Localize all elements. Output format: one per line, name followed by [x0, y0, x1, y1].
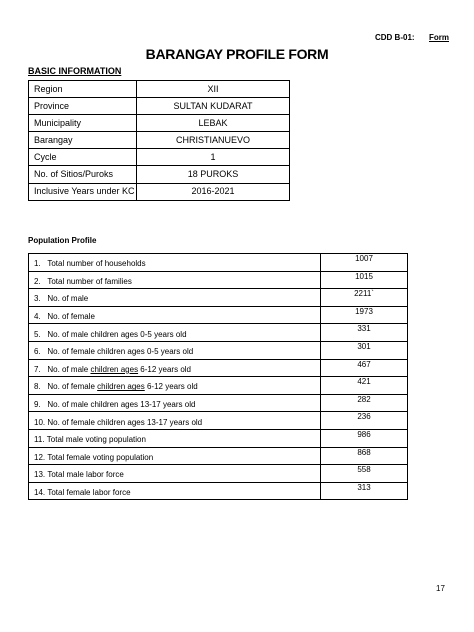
table-row: [29, 149, 290, 166]
row-value: LEBAK: [137, 115, 290, 132]
row-number: 13.: [34, 470, 46, 480]
row-value: 421: [321, 377, 408, 395]
row-label: [29, 377, 321, 395]
row-text: No. of female children ages 0-5 years old: [47, 347, 194, 357]
row-number: 6.: [34, 347, 41, 357]
table-row: [29, 183, 290, 200]
row-label: Region: [29, 81, 137, 98]
row-value: 1007: [321, 254, 408, 272]
table-row: [29, 447, 408, 465]
row-text: No. of female children ages 13-17 years old: [47, 417, 203, 427]
row-label: [29, 465, 321, 483]
row-value: 2016-2021: [137, 183, 290, 200]
table-row: [29, 271, 408, 289]
form-label: Form: [429, 33, 449, 42]
row-label: [29, 429, 321, 447]
table-row: [29, 306, 408, 324]
row-label: [29, 359, 321, 377]
row-value: 18 PUROKS: [137, 166, 290, 183]
table-row: [29, 98, 290, 115]
row-text-pre: No. of female: [47, 382, 98, 392]
row-number: 7.: [34, 364, 41, 374]
table-row: [29, 341, 408, 359]
table-row: [29, 429, 408, 447]
row-number: 9.: [34, 400, 41, 410]
row-number: 2.: [34, 276, 41, 286]
row-value: CHRISTIANUEVO: [137, 132, 290, 149]
row-value: 1973: [321, 306, 408, 324]
row-value: 1: [137, 149, 290, 166]
table-row: [29, 465, 408, 483]
table-row: [29, 324, 408, 342]
row-text: Total number of families: [47, 276, 132, 286]
row-value: 313: [321, 482, 408, 500]
row-number: 4.: [34, 312, 41, 322]
row-value: 282: [321, 394, 408, 412]
page-title: BARANGAY PROFILE FORM: [145, 46, 329, 62]
table-row: [29, 254, 408, 272]
row-number: 8.: [34, 382, 41, 392]
table-row: [29, 359, 408, 377]
row-value: 986: [321, 429, 408, 447]
row-label: [29, 324, 321, 342]
row-value: 868: [321, 447, 408, 465]
row-number: 1.: [34, 259, 41, 269]
row-number: 3.: [34, 294, 41, 304]
row-text: Total number of households: [47, 259, 146, 269]
row-label: Province: [29, 98, 137, 115]
row-label: [29, 412, 321, 430]
row-text-post: 6-12 years old: [138, 364, 191, 374]
table-row: [29, 482, 408, 500]
row-number: 10.: [34, 417, 46, 427]
row-value: 1015: [321, 271, 408, 289]
row-value: 558: [321, 465, 408, 483]
table-row: [29, 132, 290, 149]
population-profile-table: [28, 253, 408, 500]
row-text: Total female voting population: [47, 452, 154, 462]
basic-information-heading: BASIC INFORMATION: [28, 66, 122, 76]
table-row: [29, 115, 290, 132]
row-value: XII: [137, 81, 290, 98]
row-text-underlined: children ages: [90, 364, 139, 374]
row-value: 467: [321, 359, 408, 377]
row-text: Total female labor force: [47, 488, 131, 498]
row-text: No. of male children ages 0-5 years old: [47, 329, 187, 339]
row-text: No. of female: [47, 312, 95, 322]
row-text: No. of male children ages 13-17 years old: [47, 400, 196, 410]
table-row: [29, 377, 408, 395]
row-text-pre: No. of male: [47, 364, 91, 374]
table-row: [29, 412, 408, 430]
basic-information-table: [28, 80, 290, 201]
row-label: [29, 394, 321, 412]
row-text-post: 6-12 years old: [144, 382, 198, 392]
form-code: CDD B-01:: [375, 33, 415, 42]
table-row: [29, 289, 408, 307]
page-number: 17: [436, 584, 445, 593]
row-text-underlined: children ages: [97, 382, 145, 392]
row-label: No. of Sitios/Puroks: [29, 166, 137, 183]
row-value: SULTAN KUDARAT: [137, 98, 290, 115]
row-value: 2211`: [321, 289, 408, 307]
row-label: [29, 306, 321, 324]
row-text: Total male labor force: [47, 470, 124, 480]
row-text: No. of male: [47, 294, 89, 304]
row-label: [29, 271, 321, 289]
row-number: 11.: [34, 435, 45, 445]
row-label: [29, 254, 321, 272]
row-label: Inclusive Years under KC: [29, 183, 137, 200]
table-row: [29, 166, 290, 183]
table-row: [29, 81, 290, 98]
row-label: [29, 482, 321, 500]
row-label: [29, 341, 321, 359]
row-value: 331: [321, 324, 408, 342]
row-number: 12.: [34, 452, 46, 462]
row-value: 236: [321, 412, 408, 430]
row-text: Total male voting population: [46, 435, 146, 445]
row-label: Municipality: [29, 115, 137, 132]
table-row: [29, 394, 408, 412]
row-label: Cycle: [29, 149, 137, 166]
row-label: [29, 289, 321, 307]
row-number: 14.: [34, 488, 46, 498]
row-label: Barangay: [29, 132, 137, 149]
row-number: 5.: [34, 329, 41, 339]
row-label: [29, 447, 321, 465]
row-value: 301: [321, 341, 408, 359]
population-profile-heading: Population Profile: [28, 236, 97, 245]
